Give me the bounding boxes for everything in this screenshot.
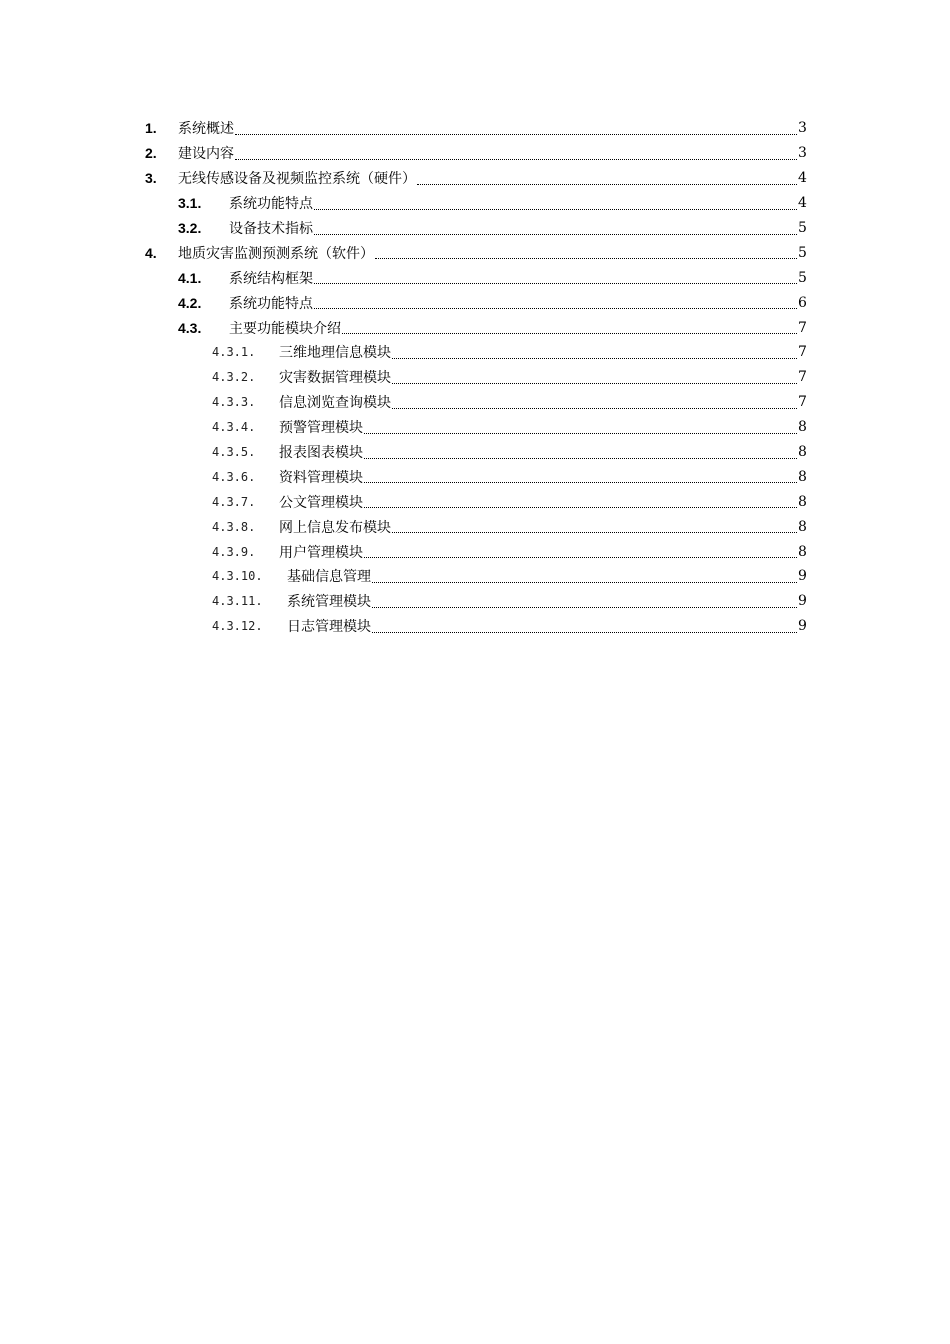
toc-entry-number: 4.3.11.	[212, 594, 263, 609]
toc-entry-page-number: 9	[798, 593, 807, 610]
toc-entry-title: 设备技术指标	[229, 221, 313, 237]
toc-entry-number: 4.3.5.	[212, 445, 256, 460]
toc-entry-number: 4.3.1.	[212, 345, 256, 360]
toc-entry[interactable]	[0, 614, 950, 639]
toc-entry-number: 4.1.	[178, 269, 202, 286]
toc-entry-number: 1.	[145, 120, 157, 137]
toc-entry-page-number: 9	[798, 618, 807, 635]
toc-entry[interactable]	[0, 191, 950, 216]
toc-entry-number: 4.	[145, 244, 157, 261]
toc-dot-leader	[372, 568, 797, 583]
toc-dot-leader	[314, 220, 797, 235]
toc-entry-number: 4.3.7.	[212, 494, 256, 509]
toc-entry[interactable]	[0, 290, 950, 315]
toc-dot-leader	[392, 369, 797, 384]
toc-entry-number: 4.3.6.	[212, 469, 256, 484]
toc-entry-page-number: 5	[798, 244, 807, 261]
toc-dot-leader	[372, 618, 797, 633]
toc-entry-number: 3.2.	[178, 220, 202, 236]
toc-entry-number: 4.3.8.	[212, 519, 256, 534]
toc-entry[interactable]	[0, 464, 950, 489]
toc-dot-leader	[342, 319, 797, 334]
toc-entry-title: 建设内容	[178, 146, 234, 163]
toc-entry[interactable]	[0, 415, 950, 440]
toc-entry-title: 系统功能特点	[229, 196, 313, 213]
toc-entry-page-number: 8	[798, 493, 807, 510]
toc-dot-leader	[364, 543, 797, 558]
toc-entry-page-number: 7	[798, 369, 807, 386]
toc-entry-title: 系统管理模块	[287, 594, 371, 611]
toc-entry-page-number: 9	[798, 568, 807, 585]
toc-entry-page-number: 8	[798, 543, 807, 560]
toc-entry[interactable]	[0, 539, 950, 564]
toc-entry-title: 地质灾害监测预测系统（软件）	[178, 245, 374, 262]
toc-entry-number: 4.3.2.	[212, 370, 256, 385]
toc-entry-title: 灾害数据管理模块	[279, 370, 391, 387]
toc-entry-title: 系统结构框架	[229, 270, 313, 287]
toc-entry-number: 4.3.4.	[212, 420, 256, 435]
toc-entry-page-number: 8	[798, 444, 807, 461]
toc-entry-number: 4.3.9.	[212, 544, 256, 559]
toc-entry-number: 2.	[145, 145, 157, 162]
toc-entry-page-number: 8	[798, 468, 807, 485]
toc-entry-title: 资料管理模块	[279, 469, 363, 486]
toc-entry[interactable]	[0, 240, 950, 265]
toc-entry-title: 公文管理模块	[279, 494, 363, 511]
toc-entry-number: 3.	[145, 170, 157, 187]
toc-entry-number: 4.3.10.	[212, 569, 263, 584]
toc-entry-title: 用户管理模块	[279, 544, 363, 561]
toc-entry[interactable]	[0, 265, 950, 290]
toc-entry[interactable]	[0, 589, 950, 614]
toc-entry-page-number: 7	[798, 394, 807, 411]
toc-dot-leader	[314, 294, 797, 309]
toc-entry-title: 三维地理信息模块	[279, 345, 391, 362]
toc-dot-leader	[235, 145, 797, 160]
toc-entry-title: 日志管理模块	[287, 619, 371, 636]
toc-entry-page-number: 3	[798, 120, 807, 137]
toc-entry-title: 无线传感设备及视频监控系统（硬件）	[178, 171, 416, 188]
toc-entry-title: 报表图表模块	[279, 445, 363, 462]
toc-entry-page-number: 6	[798, 294, 807, 311]
toc-entry-number: 4.3.12.	[212, 619, 263, 634]
toc-dot-leader	[235, 120, 797, 135]
toc-entry[interactable]	[0, 514, 950, 539]
toc-dot-leader	[392, 344, 797, 359]
toc-dot-leader	[392, 518, 797, 533]
toc-entry-page-number: 4	[798, 195, 807, 212]
toc-dot-leader	[364, 419, 797, 434]
toc-dot-leader	[364, 493, 797, 508]
toc-entry-number: 4.3.3.	[212, 395, 256, 410]
toc-dot-leader	[372, 593, 797, 608]
toc-entry-page-number: 8	[798, 518, 807, 535]
toc-dot-leader	[314, 269, 797, 284]
toc-entry-number: 3.1.	[178, 195, 202, 212]
toc-entry-title: 基础信息管理	[287, 569, 371, 586]
toc-entry-number: 4.2.	[178, 294, 202, 311]
toc-dot-leader	[364, 468, 797, 483]
toc-entry-page-number: 8	[798, 419, 807, 436]
toc-dot-leader	[417, 170, 797, 185]
toc-entry-title: 主要功能模块介绍	[229, 320, 341, 337]
toc-entry-title: 系统概述	[178, 121, 234, 138]
toc-entry-title: 网上信息发布模块	[279, 519, 391, 536]
toc-entry[interactable]	[0, 440, 950, 465]
toc-entry-page-number: 5	[798, 220, 807, 236]
toc-entry[interactable]	[0, 141, 950, 166]
toc-entry-page-number: 7	[798, 344, 807, 361]
toc-entry[interactable]	[0, 116, 950, 141]
toc-entry-title: 信息浏览查询模块	[279, 395, 391, 412]
toc-entry-page-number: 4	[798, 170, 807, 187]
toc-entry[interactable]	[0, 315, 950, 340]
table-of-contents	[0, 116, 950, 639]
toc-entry[interactable]	[0, 390, 950, 415]
toc-dot-leader	[392, 394, 797, 409]
toc-entry-number: 4.3.	[178, 319, 202, 336]
toc-dot-leader	[314, 195, 797, 210]
toc-entry-title: 系统功能特点	[229, 295, 313, 312]
toc-entry[interactable]	[0, 365, 950, 390]
toc-entry[interactable]	[0, 166, 950, 191]
toc-entry[interactable]	[0, 564, 950, 589]
toc-entry[interactable]	[0, 340, 950, 365]
toc-entry[interactable]	[0, 216, 950, 241]
toc-entry-page-number: 5	[798, 269, 807, 286]
toc-entry[interactable]	[0, 489, 950, 514]
toc-entry-title: 预警管理模块	[279, 420, 363, 437]
toc-dot-leader	[364, 444, 797, 459]
toc-dot-leader	[375, 244, 797, 259]
toc-entry-page-number: 3	[798, 145, 807, 162]
toc-entry-page-number: 7	[798, 319, 807, 336]
